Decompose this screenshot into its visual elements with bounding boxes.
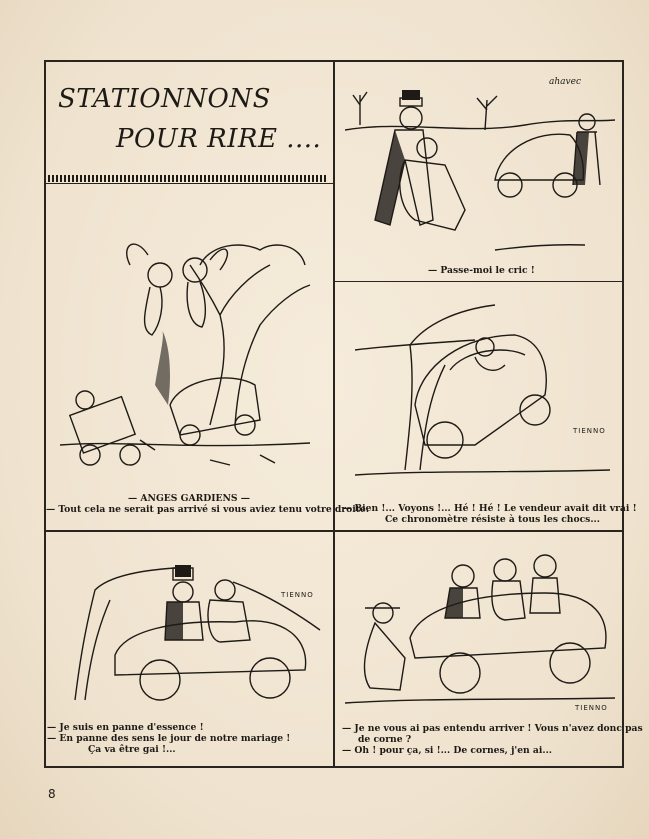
page-title-line2: POUR RIRE .... [116, 124, 322, 154]
cartoon-wedding-car [55, 560, 325, 710]
page-title-line1: STATIONNONS [58, 84, 271, 114]
divider-right-1 [334, 281, 624, 282]
cartoon-jack-couple [345, 70, 615, 260]
title-rule [48, 175, 326, 182]
divider-right-2 [334, 530, 624, 532]
panel2-caption: — Passe-moi le cric ! [428, 265, 535, 276]
cartoon-angels-crash [60, 235, 320, 485]
panel2-signature: ahavec [549, 77, 581, 87]
panel5-caption-line3: — Oh ! pour ça, si !... De cornes, j'en ai... [342, 745, 552, 756]
panel4-caption-line2: — En panne des sens le jour de notre mariage ! [47, 733, 291, 744]
panel4-caption-line1: — Je suis en panne d'essence ! [47, 722, 204, 733]
divider-left-mid [44, 530, 334, 532]
panel5-caption-line1: — Je ne vous ai pas entendu arriver ! Vous n'avez donc pas [342, 723, 643, 734]
column-divider [333, 60, 335, 768]
panel1-caption-title: — ANGES GARDIENS — [128, 493, 250, 504]
page-number: 8 [48, 787, 56, 801]
panel4-signature: TIENNO [281, 591, 314, 599]
panel3-caption-line2: Ce chronomètre résiste à tous les chocs... [385, 514, 600, 525]
panel3-signature: TIENNO [573, 427, 606, 435]
cartoon-horn-couple [345, 548, 615, 713]
panel5-caption-line2: de corne ? [358, 734, 412, 745]
panel4-caption-line3: Ça va être gai !... [88, 744, 176, 755]
panel5-signature: TIENNO [575, 704, 608, 712]
panel3-caption-line1: — Bien !... Voyons !... Hé ! Hé ! Le vendeur avait dit vrai ! [342, 503, 637, 514]
panel1-caption: — Tout cela ne serait pas arrivé si vous aviez tenu votre droite. [46, 504, 370, 515]
divider-left-top [44, 183, 334, 184]
cartoon-car-tree-crash [355, 295, 610, 480]
